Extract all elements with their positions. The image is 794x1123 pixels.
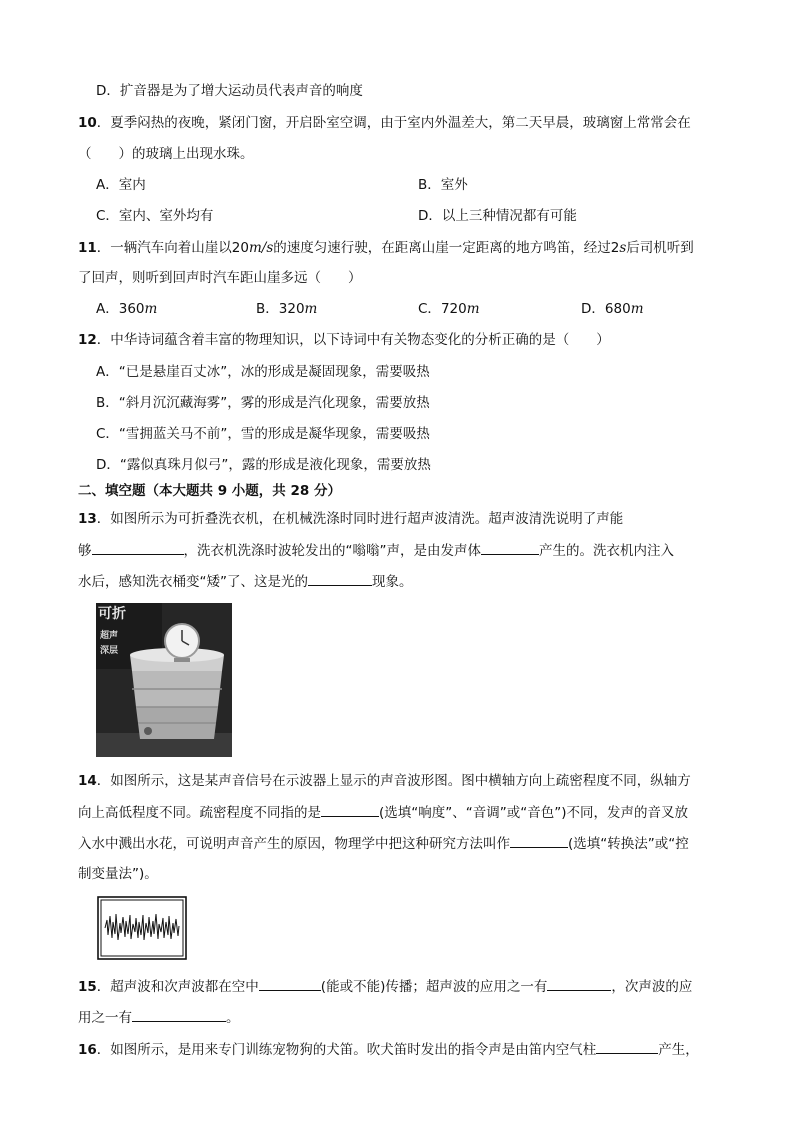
section-2-title: 二、填空题（本大题共 9 小题，共 28 分） [78, 483, 341, 499]
photo-banner-text-3: 深层 [100, 646, 119, 656]
q12-option-b: B．“斜月沉沉藏海雾”，雾的形成是汽化现象，需要放热 [96, 395, 430, 411]
q13-text-3a: 水后，感知洗衣桶变“矮”了、这是光的 [78, 574, 308, 590]
q14-text-1: ．如图所示，这是某声音信号在示波器上显示的声音波形图。图中横轴方向上疏密程度不同，纵轴方 [96, 773, 691, 789]
q11-speed-value: 20 [231, 240, 249, 256]
q11-time-value: 2 [610, 240, 620, 256]
q11-text-1b: 的速度匀速行驶，在距离山崖一定距离的地方鸣笛，经过 [273, 240, 611, 256]
q15-text-2a: 用之一有 [78, 1010, 132, 1026]
q13-number: 13 [78, 511, 97, 527]
q11-option-d-unit: m [630, 301, 644, 317]
q11-option-b-value: 320 [278, 301, 305, 317]
q12-stem [78, 330, 610, 350]
q10-option-c: C．室内、室外均有 [96, 208, 214, 224]
washing-machine-photo [96, 603, 232, 757]
q11-time-unit: s [619, 240, 627, 256]
q11-text-1a: ．一辆汽车向着山崖以 [96, 240, 232, 256]
photo-banner-text-2: 超声 [100, 631, 119, 641]
washing-machine-illustration [96, 603, 232, 757]
q11-option-c [418, 299, 480, 319]
q11-option-b-unit: m [304, 301, 318, 317]
q11-option-d-label: D． [581, 301, 605, 317]
q13-text-3b: 现象。 [372, 574, 413, 590]
q15-number: 15 [78, 979, 97, 995]
q16-number: 16 [78, 1042, 97, 1058]
q11-text-1c: 后司机听到 [626, 240, 694, 256]
q11-number: 11 [78, 240, 97, 256]
oscilloscope-waveform-figure [97, 896, 187, 960]
q13-stem-line1 [78, 509, 623, 529]
oscilloscope-waveform [97, 896, 187, 960]
q16-text-1b: 产生， [658, 1042, 699, 1058]
q14-stem-line2 [78, 802, 688, 823]
q11-option-d-value: 680 [604, 301, 631, 317]
q10-option-a: A．室内 [96, 177, 146, 193]
q13-text-2b: ，洗衣机洗涤时波轮发出的“嗡嗡”声，是由发声体 [183, 543, 481, 559]
q14-blank-2[interactable] [510, 833, 568, 848]
q15-text-2b: 。 [226, 1010, 240, 1026]
q13-text-2a: 够 [78, 543, 92, 559]
q10-stem-line1 [78, 113, 691, 133]
q10-option-d: D．以上三种情况都有可能 [418, 208, 577, 224]
q11-stem-line2: 了回声，则听到回声时汽车距山崖多远（ ） [78, 270, 362, 286]
q10-option-b: B．室外 [418, 177, 468, 193]
q10-number: 10 [78, 115, 97, 131]
q14-stem-line1 [78, 771, 691, 791]
q13-text-2c: 产生的。洗衣机内注入 [539, 543, 674, 559]
q10-stem-line2: （ ）的玻璃上出现水珠。 [78, 146, 254, 162]
q15-blank-2[interactable] [547, 976, 611, 991]
washer-knob-icon [144, 727, 152, 735]
q13-stem-line3 [78, 571, 413, 592]
q15-text-1a: ．超声波和次声波都在空中 [96, 979, 259, 995]
q15-text-1b: (能或不能)传播；超声波的应用之一有 [320, 979, 548, 995]
q11-option-b [256, 299, 317, 319]
q14-text-3b: (选填“转换法”或“控 [568, 836, 689, 852]
q16-stem-line1 [78, 1039, 699, 1060]
q11-option-c-label: C． [418, 301, 441, 317]
q16-text-1a: ．如图所示，是用来专门训练宠物狗的犬笛。吹犬笛时发出的指令声是由笛内空气柱 [96, 1042, 597, 1058]
q14-text-3a: 入水中溅出水花，可说明声音产生的原因，物理学中把这种研究方法叫作 [78, 836, 510, 852]
q13-blank-2[interactable] [481, 540, 539, 555]
q11-speed-unit: m/s [248, 240, 274, 256]
q15-blank-3[interactable] [132, 1007, 226, 1022]
q15-stem-line2 [78, 1007, 240, 1028]
q10-text-1: ．夏季闷热的夜晚，紧闭门窗，开启卧室空调，由于室内外温差大，第二天早晨，玻璃窗上常常会在 [96, 115, 691, 131]
q11-option-a-label: A． [96, 301, 119, 317]
q12-text: ．中华诗词蕴含着丰富的物理知识，以下诗词中有关物态变化的分析正确的是（ ） [96, 332, 610, 348]
q12-number: 12 [78, 332, 97, 348]
q16-blank-1[interactable] [596, 1039, 658, 1054]
q11-option-a [96, 299, 157, 319]
q13-blank-3[interactable] [308, 571, 372, 586]
q15-blank-1[interactable] [259, 976, 321, 991]
q11-option-c-value: 720 [440, 301, 467, 317]
q12-option-c: C．“雪拥蓝关马不前”，雪的形成是凝华现象，需要吸热 [96, 426, 430, 442]
q13-stem-line2 [78, 540, 674, 561]
photo-banner-text-1: 可折 [98, 606, 126, 622]
q14-stem-line3 [78, 833, 689, 854]
q9-option-d: D．扩音器是为了增大运动员代表声音的响度 [96, 83, 363, 99]
q14-text-2a: 向上高低程度不同。疏密程度不同指的是 [78, 805, 321, 821]
clock-stand [174, 658, 190, 662]
q12-option-d: D．“露似真珠月似弓”，露的形成是液化现象，需要放热 [96, 457, 431, 473]
q11-option-c-unit: m [466, 301, 480, 317]
q11-option-d [581, 299, 644, 319]
q11-option-b-label: B． [256, 301, 279, 317]
q11-option-a-value: 360 [118, 301, 145, 317]
q15-stem-line1 [78, 976, 692, 997]
q14-stem-line4: 制变量法”)。 [78, 866, 158, 882]
q12-option-a: A．“已是悬崖百丈冰”，冰的形成是凝固现象，需要吸热 [96, 364, 430, 380]
q15-text-1c: ，次声波的应 [611, 979, 693, 995]
q11-stem-line1 [78, 238, 694, 258]
q11-option-a-unit: m [144, 301, 158, 317]
q14-number: 14 [78, 773, 97, 789]
q13-blank-1[interactable] [92, 540, 184, 555]
q14-blank-1[interactable] [321, 802, 379, 817]
q13-text-1: ．如图所示为可折叠洗衣机，在机械洗涤时同时进行超声波清洗。超声波清洗说明了声能 [96, 511, 624, 527]
q14-text-2b: (选填“响度”、“音调”或“音色”)不同，发声的音叉放 [379, 805, 688, 821]
